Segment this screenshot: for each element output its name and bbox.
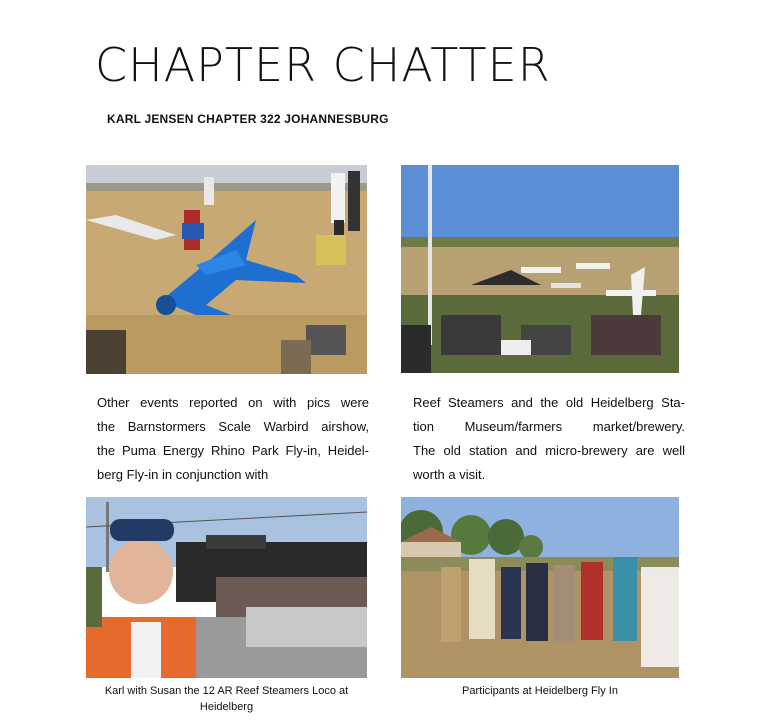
article-line: worth a visit. xyxy=(413,467,486,482)
article-line: the Barnstormers Scale Warbird airshow, xyxy=(97,419,369,434)
article-right-column xyxy=(413,391,685,487)
photo-participants-group xyxy=(401,497,679,678)
article-line: the Puma Energy Rhino Park Fly-in, Heidel- xyxy=(97,443,369,458)
photo-blue-jet-airfield xyxy=(86,165,367,374)
caption-line: Karl with Susan the 12 AR Reef Steamers Loco at xyxy=(104,685,349,697)
page-subtitle: KARL JENSEN CHAPTER 322 JOHANNESBURG xyxy=(107,112,389,126)
caption-line: Heidelberg xyxy=(199,701,254,713)
photo-karl-locomotive xyxy=(86,497,367,678)
photo-caption-karl xyxy=(86,683,367,715)
article-line: The old station and micro-brewery are well xyxy=(413,443,685,458)
page-title: CHAPTER CHATTER xyxy=(95,38,551,92)
article-line: Other events reported on with pics were xyxy=(97,395,369,410)
article-line: Reef Steamers and the old Heidelberg Sta- xyxy=(413,395,685,410)
article-line: tion Museum/farmers market/brewery. xyxy=(413,419,685,434)
photo-caption-participants: Participants at Heidelberg Fly In xyxy=(462,685,618,697)
photo-flyin-field xyxy=(401,165,679,373)
article-left-column xyxy=(97,391,369,487)
article-line: berg Fly-in in conjunction with xyxy=(97,467,269,482)
